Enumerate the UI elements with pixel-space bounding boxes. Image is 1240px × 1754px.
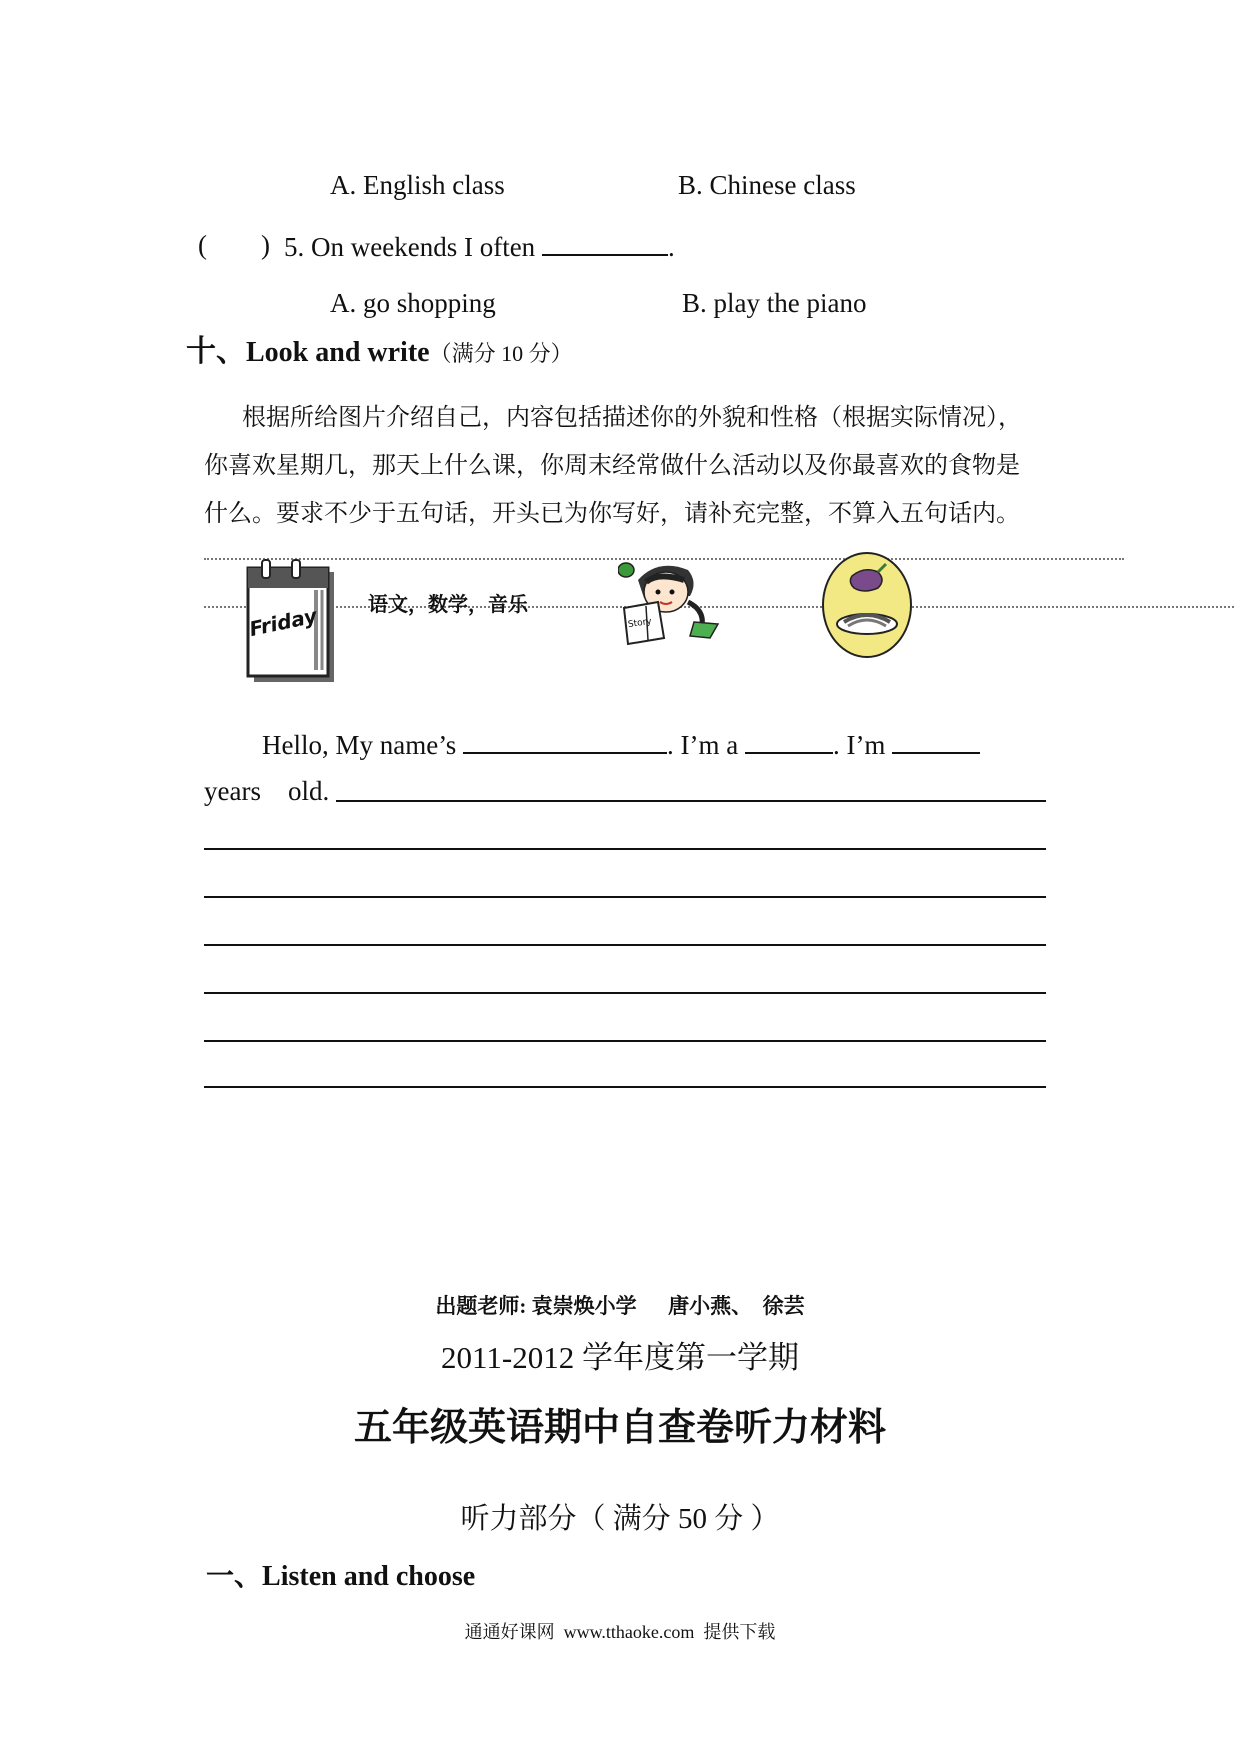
- writing-line[interactable]: [204, 896, 1046, 898]
- writing-hello: Hello, My name’s: [262, 730, 457, 760]
- q5-end: .: [667, 232, 675, 262]
- book-label: Story: [627, 616, 653, 631]
- q4-option-b: B. Chinese class: [678, 170, 856, 200]
- listening-heading: 听力部分（ 满分 50 分 ）: [460, 1503, 780, 1535]
- writing-line[interactable]: [204, 944, 1046, 946]
- name-blank[interactable]: [463, 728, 667, 754]
- instruction-line-2: 你喜欢星期几，那天上什么课，你周末经常做什么活动以及你最喜欢的食物是: [204, 453, 1020, 479]
- food-plate-icon: [820, 550, 914, 660]
- writing-line[interactable]: [204, 1040, 1046, 1042]
- age-blank[interactable]: [892, 728, 980, 754]
- writing-line[interactable]: [204, 1086, 1046, 1088]
- calendar-day-label: Friday: [247, 603, 320, 642]
- subjects-label: 语文，数学，音乐: [368, 594, 528, 616]
- writing-line-1: [262, 728, 980, 761]
- section1-number: 一、: [206, 1561, 263, 1592]
- q5-blank[interactable]: [542, 230, 668, 256]
- instructions: [204, 394, 1064, 538]
- section10-score: （满分 10 分）: [429, 341, 573, 366]
- q5-option-a: A. go shopping: [330, 288, 496, 318]
- writing-line[interactable]: [204, 848, 1046, 850]
- section10-title: Look and write: [246, 337, 430, 368]
- writing-line[interactable]: [204, 992, 1046, 994]
- author-credits: 出题老师: 袁崇焕小学 唐小燕、 徐芸: [435, 1294, 805, 1318]
- section10-number: 十、: [186, 335, 246, 368]
- q5-question: [284, 230, 675, 263]
- girl-reading-icon: [618, 552, 728, 648]
- descriptor-blank[interactable]: [745, 728, 833, 754]
- q5-stem: 5. On weekends I often: [284, 232, 536, 262]
- writing-line[interactable]: [336, 800, 1046, 802]
- writing-years-old: years old.: [204, 776, 330, 806]
- section10-heading: [186, 326, 573, 370]
- q5-answer-paren[interactable]: ( ): [198, 230, 270, 260]
- footer-download-note: 通通好课网 www.tthaoke.com 提供下载: [464, 1622, 776, 1642]
- friday-calendar-icon: [240, 558, 344, 690]
- school-year: 2011-2012 学年度第一学期: [441, 1340, 799, 1375]
- instruction-line-1: 根据所给图片介绍自己，内容包括描述你的外貌和性格（根据实际情况），: [242, 405, 1022, 431]
- q5-option-b: B. play the piano: [682, 288, 867, 318]
- writing-im: . I’m: [832, 730, 886, 760]
- main-title: 五年级英语期中自查卷听力材料: [353, 1407, 886, 1449]
- instruction-line-3: 什么。要求不少于五句话，开头已为你写好，请补充完整，不算入五句话内。: [204, 501, 1020, 527]
- q4-option-a: A. English class: [330, 170, 505, 200]
- section1-heading: [206, 1554, 475, 1594]
- writing-im-a: . I’m a: [666, 730, 739, 760]
- section1-title: Listen and choose: [262, 1561, 476, 1592]
